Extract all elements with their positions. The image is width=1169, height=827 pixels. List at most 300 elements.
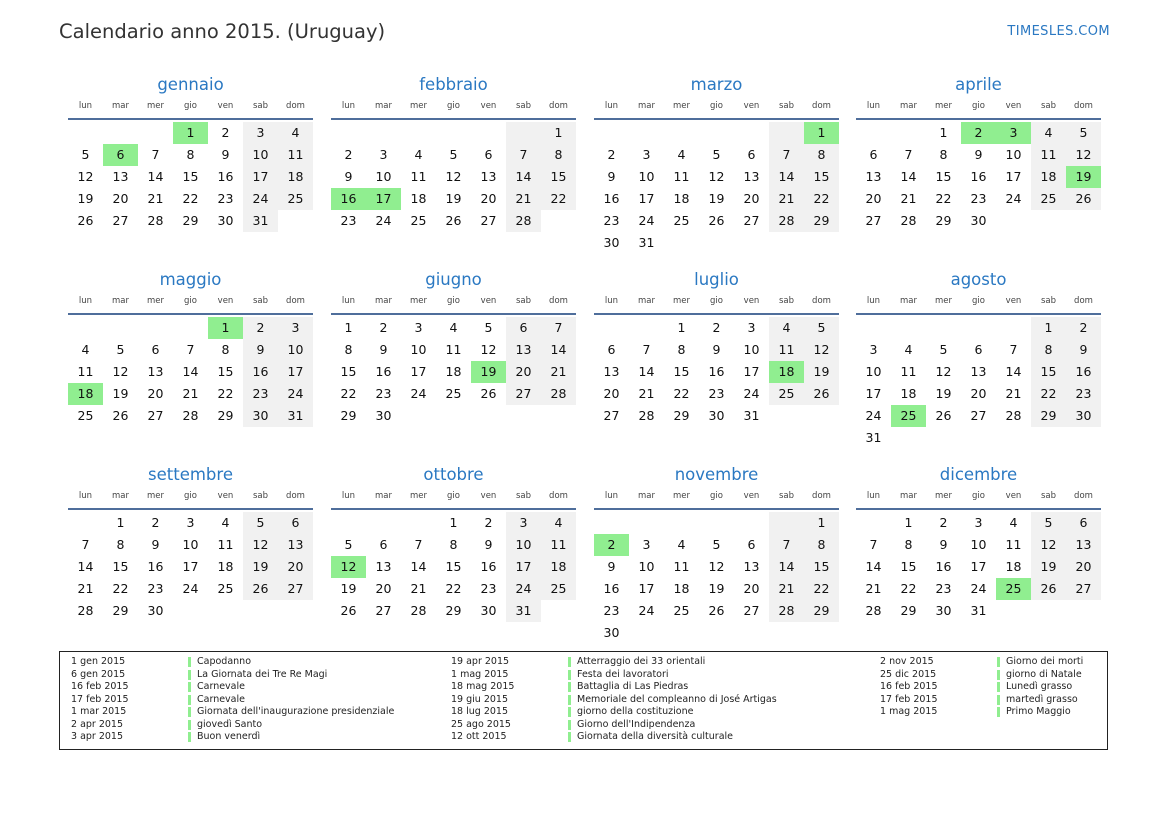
day-number: 30 — [375, 408, 392, 423]
day-number: 26 — [112, 408, 129, 423]
empty-cell — [506, 405, 541, 427]
empty-cell — [769, 622, 804, 644]
day-number: 22 — [550, 191, 567, 206]
day-cell — [629, 144, 664, 166]
day-number: 24 — [970, 581, 987, 596]
day-number: 6 — [519, 320, 528, 335]
day-cell — [961, 600, 996, 622]
day-cell — [366, 144, 401, 166]
weekday-label: mer — [934, 491, 952, 501]
day-number: 27 — [287, 581, 304, 596]
day-number: 25 — [287, 191, 304, 206]
day-number: 9 — [344, 169, 353, 184]
day-cell — [103, 383, 138, 405]
day-cell — [541, 383, 576, 405]
day-number: 21 — [638, 386, 655, 401]
day-cell — [594, 405, 629, 427]
month-name: febbraio — [419, 75, 488, 94]
day-cell — [471, 600, 506, 622]
day-number: 31 — [865, 430, 882, 445]
day-cell — [961, 188, 996, 210]
empty-cell — [664, 232, 699, 254]
day-cell — [138, 361, 173, 383]
day-number: 3 — [1009, 125, 1018, 140]
day-cell — [804, 512, 839, 534]
day-cell — [208, 339, 243, 361]
day-number: 2 — [221, 125, 230, 140]
holiday-name: Carnevale — [197, 693, 245, 705]
weekday-header — [331, 491, 576, 505]
day-number: 20 — [603, 386, 620, 401]
day-cell — [243, 339, 278, 361]
day-cell — [208, 188, 243, 210]
day-cell — [278, 144, 313, 166]
empty-cell — [68, 122, 103, 144]
day-cell — [629, 578, 664, 600]
day-number: 8 — [939, 147, 948, 162]
empty-cell — [401, 512, 436, 534]
month-aprile — [856, 74, 1101, 232]
day-number: 17 — [865, 386, 882, 401]
holiday-name: Giorno dell'Indipendenza — [577, 718, 696, 730]
day-number: 8 — [817, 147, 826, 162]
day-cell — [1031, 383, 1066, 405]
day-cell — [594, 556, 629, 578]
weekday-label: dom — [286, 491, 305, 501]
day-cell — [208, 578, 243, 600]
day-number: 3 — [642, 147, 651, 162]
day-number: 9 — [221, 147, 230, 162]
day-number: 20 — [1075, 559, 1092, 574]
day-cell — [506, 556, 541, 578]
day-cell — [331, 339, 366, 361]
day-number: 21 — [1005, 386, 1022, 401]
holiday-name: La Giornata dei Tre Re Magi — [197, 668, 328, 680]
holiday-day-cell — [173, 122, 208, 144]
day-number: 14 — [865, 559, 882, 574]
day-cell — [629, 166, 664, 188]
day-number: 5 — [81, 147, 90, 162]
day-number: 18 — [1040, 169, 1057, 184]
day-number: 30 — [935, 603, 952, 618]
empty-cell — [173, 317, 208, 339]
day-cell — [506, 166, 541, 188]
weekday-label: mer — [409, 491, 427, 501]
day-number: 16 — [708, 364, 725, 379]
day-cell — [366, 383, 401, 405]
day-cell — [856, 166, 891, 188]
day-number: 4 — [291, 125, 300, 140]
day-cell — [804, 361, 839, 383]
day-number: 10 — [743, 342, 760, 357]
day-number: 20 — [112, 191, 129, 206]
day-number: 21 — [778, 191, 795, 206]
holiday-name: Capodanno — [197, 656, 252, 667]
day-number: 18 — [673, 581, 690, 596]
empty-cell — [699, 122, 734, 144]
empty-cell — [103, 122, 138, 144]
day-number: 10 — [638, 169, 655, 184]
day-cell — [401, 556, 436, 578]
header-divider — [68, 313, 313, 315]
empty-cell — [699, 232, 734, 254]
day-number: 30 — [708, 408, 725, 423]
holiday-marker — [188, 670, 191, 680]
day-number: 16 — [147, 559, 164, 574]
day-cell — [436, 166, 471, 188]
day-cell — [401, 317, 436, 339]
day-cell — [1066, 556, 1101, 578]
weekday-label: ven — [743, 491, 760, 501]
day-number: 10 — [1005, 147, 1022, 162]
day-cell — [278, 512, 313, 534]
legend-row — [451, 681, 777, 694]
day-grid — [856, 512, 1101, 622]
day-cell — [278, 317, 313, 339]
day-cell — [208, 166, 243, 188]
day-cell — [629, 600, 664, 622]
day-number: 12 — [445, 169, 462, 184]
legend-row — [451, 694, 777, 707]
day-number: 8 — [116, 537, 125, 552]
day-number: 23 — [340, 213, 357, 228]
day-number: 30 — [1075, 408, 1092, 423]
day-number: 16 — [970, 169, 987, 184]
day-number: 22 — [217, 386, 234, 401]
day-number: 13 — [743, 559, 760, 574]
day-cell — [401, 339, 436, 361]
holiday-name: giorno di Natale — [1006, 668, 1082, 680]
day-cell — [173, 144, 208, 166]
day-number: 8 — [221, 342, 230, 357]
day-cell — [331, 144, 366, 166]
legend-column — [71, 656, 394, 744]
day-cell — [856, 339, 891, 361]
day-cell — [138, 405, 173, 427]
day-number: 26 — [1040, 581, 1057, 596]
day-number: 25 — [1040, 191, 1057, 206]
holiday-marker — [188, 682, 191, 692]
page-title: Calendario anno 2015. (Uruguay) — [59, 20, 386, 43]
day-cell — [769, 144, 804, 166]
holiday-day-cell — [331, 556, 366, 578]
day-cell — [856, 210, 891, 232]
day-number: 3 — [869, 342, 878, 357]
day-cell — [208, 556, 243, 578]
day-number: 25 — [778, 386, 795, 401]
day-cell — [401, 600, 436, 622]
empty-cell — [506, 122, 541, 144]
day-number: 9 — [712, 342, 721, 357]
day-cell — [506, 600, 541, 622]
day-number: 20 — [970, 386, 987, 401]
day-number: 1 — [817, 515, 826, 530]
empty-cell — [961, 427, 996, 449]
day-cell — [243, 556, 278, 578]
legend-row — [880, 706, 1083, 719]
day-number: 3 — [519, 515, 528, 530]
day-number: 9 — [939, 537, 948, 552]
day-number: 29 — [673, 408, 690, 423]
day-number: 19 — [708, 191, 725, 206]
day-number: 14 — [1005, 364, 1022, 379]
day-number: 27 — [743, 603, 760, 618]
holiday-day-cell — [68, 383, 103, 405]
day-number: 19 — [112, 386, 129, 401]
day-cell — [961, 534, 996, 556]
day-cell — [366, 600, 401, 622]
day-number: 15 — [900, 559, 917, 574]
day-cell — [366, 166, 401, 188]
weekday-label: mer — [672, 296, 690, 306]
holiday-date: 25 dic 2015 — [880, 668, 937, 680]
weekday-label: lun — [341, 296, 356, 306]
brand-link[interactable]: TIMESLES.COM — [1007, 24, 1110, 39]
day-number: 30 — [217, 213, 234, 228]
empty-cell — [769, 405, 804, 427]
weekday-label: gio — [972, 491, 985, 501]
day-number: 30 — [480, 603, 497, 618]
day-number: 23 — [935, 581, 952, 596]
day-number: 2 — [484, 515, 493, 530]
day-cell — [856, 383, 891, 405]
day-cell — [173, 405, 208, 427]
legend-row — [451, 669, 777, 682]
day-cell — [699, 405, 734, 427]
day-number: 19 — [1075, 169, 1092, 184]
day-number: 12 — [1040, 537, 1057, 552]
day-cell — [331, 166, 366, 188]
day-cell — [804, 144, 839, 166]
empty-cell — [401, 122, 436, 144]
day-cell — [996, 534, 1031, 556]
empty-cell — [734, 232, 769, 254]
header-divider — [331, 313, 576, 315]
month-marzo — [594, 74, 839, 254]
empty-cell — [471, 122, 506, 144]
legend-row — [880, 669, 1083, 682]
header-divider — [594, 508, 839, 510]
day-number: 19 — [1040, 559, 1057, 574]
holiday-marker — [568, 720, 571, 730]
day-cell — [208, 512, 243, 534]
day-number: 15 — [1040, 364, 1057, 379]
day-number: 29 — [217, 408, 234, 423]
legend-row — [71, 706, 394, 719]
day-cell — [278, 166, 313, 188]
day-number: 8 — [904, 537, 913, 552]
day-number: 14 — [550, 342, 567, 357]
weekday-label: mar — [638, 491, 655, 501]
day-number: 22 — [935, 191, 952, 206]
empty-cell — [629, 622, 664, 644]
day-number: 14 — [77, 559, 94, 574]
day-cell — [208, 383, 243, 405]
weekday-label: lun — [78, 296, 93, 306]
day-cell — [664, 578, 699, 600]
weekday-label: mar — [375, 491, 392, 501]
weekday-label: gio — [184, 491, 197, 501]
day-cell — [401, 188, 436, 210]
day-number: 25 — [217, 581, 234, 596]
day-cell — [471, 383, 506, 405]
day-number: 4 — [677, 147, 686, 162]
weekday-label: ven — [1005, 491, 1022, 501]
day-cell — [699, 556, 734, 578]
day-cell — [173, 210, 208, 232]
day-number: 13 — [1075, 537, 1092, 552]
day-cell — [103, 166, 138, 188]
day-cell — [891, 512, 926, 534]
empty-cell — [629, 122, 664, 144]
day-cell — [103, 339, 138, 361]
day-number: 28 — [410, 603, 427, 618]
day-cell — [1031, 339, 1066, 361]
day-number: 11 — [1040, 147, 1057, 162]
day-cell — [173, 188, 208, 210]
day-number: 14 — [147, 169, 164, 184]
day-number: 2 — [974, 125, 983, 140]
empty-cell — [664, 122, 699, 144]
weekday-label: ven — [217, 296, 234, 306]
day-cell — [243, 122, 278, 144]
day-number: 23 — [970, 191, 987, 206]
holiday-name: Buon venerdì — [197, 731, 261, 742]
day-cell — [961, 578, 996, 600]
day-number: 9 — [974, 147, 983, 162]
legend-row — [71, 656, 394, 669]
day-number: 19 — [708, 581, 725, 596]
day-number: 9 — [1079, 342, 1088, 357]
day-number: 26 — [708, 213, 725, 228]
day-cell — [541, 144, 576, 166]
day-number: 11 — [673, 169, 690, 184]
day-number: 22 — [340, 386, 357, 401]
day-grid — [856, 317, 1101, 449]
day-number: 31 — [970, 603, 987, 618]
weekday-label: dom — [1074, 101, 1093, 111]
day-cell — [278, 383, 313, 405]
month-luglio — [594, 269, 839, 427]
day-number: 28 — [778, 213, 795, 228]
day-number: 19 — [340, 581, 357, 596]
empty-cell — [926, 427, 961, 449]
day-number: 22 — [813, 191, 830, 206]
day-cell — [1066, 122, 1101, 144]
day-cell — [173, 339, 208, 361]
day-number: 17 — [638, 191, 655, 206]
day-cell — [331, 210, 366, 232]
day-number: 10 — [375, 169, 392, 184]
empty-cell — [436, 122, 471, 144]
day-number: 6 — [484, 147, 493, 162]
day-number: 29 — [182, 213, 199, 228]
day-cell — [331, 317, 366, 339]
day-cell — [961, 405, 996, 427]
day-cell — [208, 144, 243, 166]
day-cell — [173, 534, 208, 556]
day-cell — [664, 361, 699, 383]
day-cell — [1031, 317, 1066, 339]
day-number: 5 — [1079, 125, 1088, 140]
empty-cell — [996, 210, 1031, 232]
day-number: 6 — [151, 342, 160, 357]
day-cell — [436, 534, 471, 556]
day-cell — [769, 339, 804, 361]
day-number: 17 — [515, 559, 532, 574]
day-number: 31 — [638, 235, 655, 250]
empty-cell — [664, 622, 699, 644]
day-number: 17 — [743, 364, 760, 379]
day-number: 22 — [112, 581, 129, 596]
day-number: 4 — [1009, 515, 1018, 530]
day-cell — [436, 339, 471, 361]
day-number: 26 — [708, 603, 725, 618]
day-number: 2 — [344, 147, 353, 162]
weekday-label: gio — [447, 101, 460, 111]
day-number: 5 — [817, 320, 826, 335]
day-number: 16 — [1075, 364, 1092, 379]
day-number: 18 — [550, 559, 567, 574]
day-number: 25 — [550, 581, 567, 596]
holiday-date: 1 mag 2015 — [451, 668, 509, 680]
day-cell — [173, 383, 208, 405]
empty-cell — [1031, 427, 1066, 449]
weekday-header — [856, 101, 1101, 115]
month-name: giugno — [425, 270, 482, 289]
day-cell — [926, 405, 961, 427]
day-number: 14 — [900, 169, 917, 184]
day-cell — [331, 383, 366, 405]
day-cell — [138, 578, 173, 600]
weekday-label: dom — [812, 101, 831, 111]
holiday-marker — [188, 695, 191, 705]
day-number: 26 — [813, 386, 830, 401]
day-cell — [541, 166, 576, 188]
day-cell — [436, 512, 471, 534]
day-cell — [278, 339, 313, 361]
empty-cell — [594, 122, 629, 144]
day-cell — [331, 405, 366, 427]
day-number: 22 — [813, 581, 830, 596]
day-number: 7 — [782, 537, 791, 552]
day-cell — [173, 361, 208, 383]
day-number: 21 — [900, 191, 917, 206]
holiday-date: 18 lug 2015 — [451, 706, 508, 717]
holiday-date: 6 gen 2015 — [71, 668, 126, 680]
day-number: 2 — [607, 147, 616, 162]
weekday-label: ven — [217, 101, 234, 111]
day-cell — [996, 361, 1031, 383]
day-number: 5 — [449, 147, 458, 162]
month-name: agosto — [950, 270, 1007, 289]
day-cell — [68, 361, 103, 383]
day-cell — [926, 600, 961, 622]
day-cell — [926, 188, 961, 210]
day-cell — [961, 210, 996, 232]
day-number: 27 — [375, 603, 392, 618]
holiday-name: Giornata della diversità culturale — [577, 731, 733, 742]
empty-cell — [926, 317, 961, 339]
day-number: 13 — [112, 169, 129, 184]
day-number: 8 — [186, 147, 195, 162]
weekday-label: lun — [78, 491, 93, 501]
day-cell — [1066, 188, 1101, 210]
day-cell — [856, 556, 891, 578]
day-number: 7 — [869, 537, 878, 552]
day-number: 4 — [782, 320, 791, 335]
weekday-label: gio — [972, 296, 985, 306]
